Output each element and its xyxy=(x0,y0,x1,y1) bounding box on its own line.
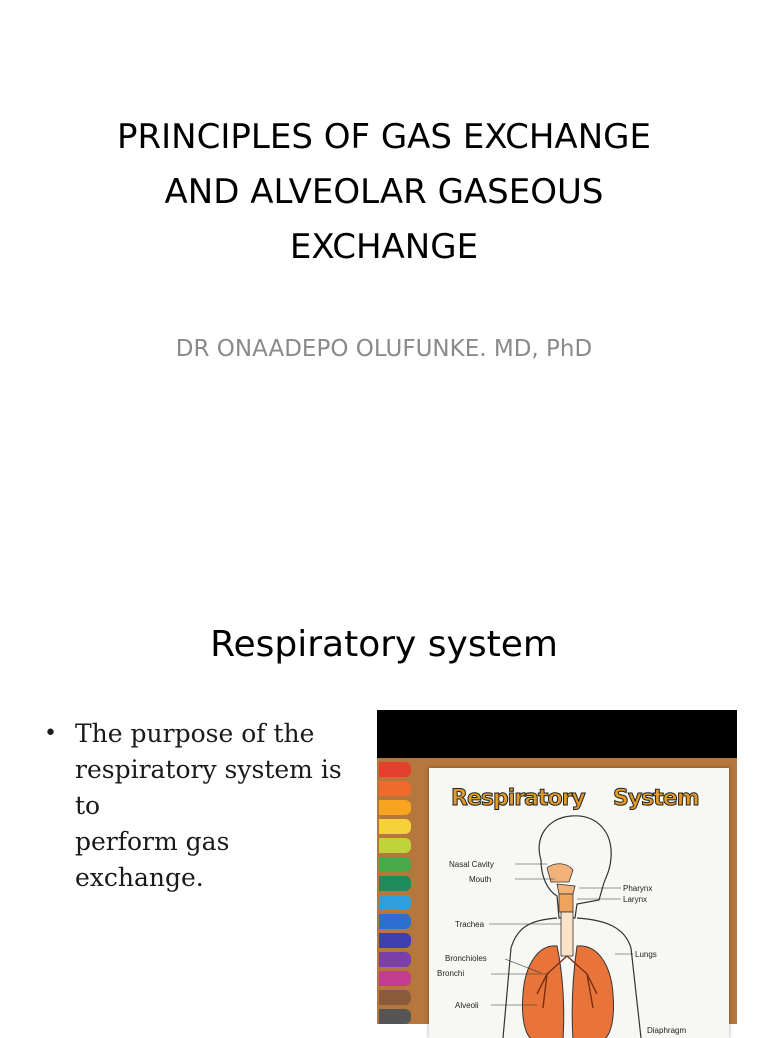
slide-title xyxy=(40,110,728,275)
diagram-paper xyxy=(429,768,729,1038)
diagram-heading-right: System xyxy=(613,786,699,811)
pencil xyxy=(379,971,411,986)
label-diaphragm: Diaphragm xyxy=(647,1026,687,1035)
slide-title-line-3: EXCHANGE xyxy=(289,227,479,267)
bullet-list xyxy=(44,716,364,896)
bullet-line-1: The purpose of the xyxy=(75,719,315,748)
pencil xyxy=(379,895,411,910)
photo-black-band xyxy=(377,710,737,758)
pencil xyxy=(379,838,411,853)
label-trachea: Trachea xyxy=(455,920,485,929)
pencil xyxy=(379,933,411,948)
pencil xyxy=(379,876,411,891)
label-mouth: Mouth xyxy=(469,875,492,884)
pencil xyxy=(379,762,411,777)
slide-title-line-2: AND ALVEOLAR GASEOUS xyxy=(164,172,604,212)
slide-heading: Respiratory system xyxy=(210,624,558,665)
pencil xyxy=(379,990,411,1005)
slide-subtitle: DR ONAADEPO OLUFUNKE. MD, PhD xyxy=(175,336,593,362)
pencil xyxy=(379,914,411,929)
label-larynx: Larynx xyxy=(623,895,648,904)
label-pharynx: Pharynx xyxy=(623,884,653,893)
bullet-line-3: perform gas exchange. xyxy=(75,827,230,892)
pencil xyxy=(379,781,411,796)
label-bronchioles: Bronchioles xyxy=(445,954,487,963)
respiratory-diagram-photo xyxy=(377,710,737,1035)
bullet-line-2: respiratory system is to xyxy=(75,755,342,820)
pencil xyxy=(379,857,411,872)
pencil xyxy=(379,1009,411,1024)
pencil xyxy=(379,819,411,834)
bullet-dot-icon: • xyxy=(44,721,57,746)
diagram-heading-left: Respiratory xyxy=(451,786,585,811)
pencil xyxy=(379,952,411,967)
slide-title-line-1: PRINCIPLES OF GAS EXCHANGE xyxy=(117,117,651,157)
bullet-item xyxy=(44,716,364,896)
pencil xyxy=(379,800,411,815)
content-slide xyxy=(0,576,768,1035)
label-alveoli: Alveoli xyxy=(455,1001,479,1010)
colored-pencils xyxy=(377,758,413,1024)
label-bronchi: Bronchi xyxy=(437,969,465,978)
label-lungs: Lungs xyxy=(635,950,657,959)
respiratory-body-drawing xyxy=(429,768,729,1038)
label-nasal-cavity: Nasal Cavity xyxy=(449,860,494,869)
